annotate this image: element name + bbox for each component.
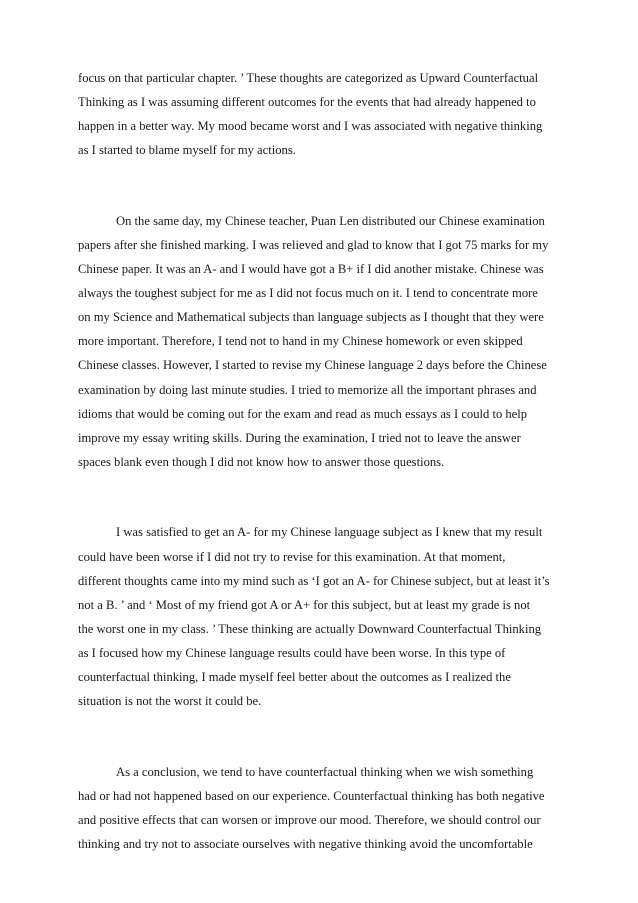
text-line: papers after she finished marking. I was relieved and glad to know that I got 75 marks for my <box>78 237 549 252</box>
paragraph-2 <box>78 209 564 474</box>
text-line: counterfactual thinking, I made myself feel better about the outcomes as I realized the <box>78 669 511 684</box>
text-line: On the same day, my Chinese teacher, Puan Len distributed our Chinese examination <box>116 213 545 228</box>
text-line: examination by doing last minute studies. I tried to memorize all the important phrases and <box>78 382 537 397</box>
paragraph-4 <box>78 760 564 856</box>
text-line: different thoughts came into my mind such as ‘I got an A- for Chinese subject, but at least it’s <box>78 573 550 588</box>
text-line: focus on that particular chapter. ’ These thoughts are categorized as Upward Counterfactual <box>78 71 539 85</box>
paragraph-3 <box>78 520 564 713</box>
text-line: and positive effects that can worsen or improve our mood. Therefore, we should control our <box>78 812 541 827</box>
text-line: happen in a better way. My mood became worst and I was associated with negative thinking <box>78 119 543 134</box>
text-line: always the toughest subject for me as I did not focus much on it. I tend to concentrate more <box>78 286 538 301</box>
text-line: could have been worse if I did not try to revise for this examination. At that moment, <box>78 549 506 564</box>
text-line: situation is not the worst it could be. <box>78 694 262 709</box>
text-line: As a conclusion, we tend to have counterfactual thinking when we wish something <box>116 764 534 779</box>
text-line: as I focused how my Chinese language results could have been worse. In this type of <box>78 645 506 660</box>
document-body <box>78 66 564 856</box>
text-line: not a B. ’ and ‘ Most of my friend got A or A+ for this subject, but at least my grade is not <box>78 597 531 612</box>
text-line: more important. Therefore, I tend not to hand in my Chinese homework or even skipped <box>78 334 523 349</box>
text-line: Thinking as I was assuming different outcomes for the events that had already happened to <box>78 95 536 110</box>
text-line: Chinese paper. It was an A- and I would have got a B+ if I did another mistake. Chinese was <box>78 262 544 277</box>
text-line: on my Science and Mathematical subjects than language subjects as I thought that they were <box>78 310 544 325</box>
text-line: I was satisfied to get an A- for my Chinese language subject as I knew that my result <box>116 525 543 540</box>
text-line: spaces blank even though I did not know how to answer those questions. <box>78 454 445 469</box>
text-line: thinking and try not to associate ourselves with negative thinking avoid the uncomfortable <box>78 836 533 851</box>
text-line: the worst one in my class. ’ These thinking are actually Downward Counterfactual Thinking <box>78 621 542 636</box>
text-line: improve my essay writing skills. During the examination, I tried not to leave the answer <box>78 430 521 445</box>
text-line: Chinese classes. However, I started to revise my Chinese language 2 days before the Chinese <box>78 358 547 373</box>
text-line: had or had not happened based on our experience. Counterfactual thinking has both negative <box>78 788 545 803</box>
text-line: as I started to blame myself for my actions. <box>78 143 296 158</box>
paragraph-1 <box>78 66 564 162</box>
text-line: idioms that would be coming out for the exam and read as much essays as I could to help <box>78 406 528 421</box>
